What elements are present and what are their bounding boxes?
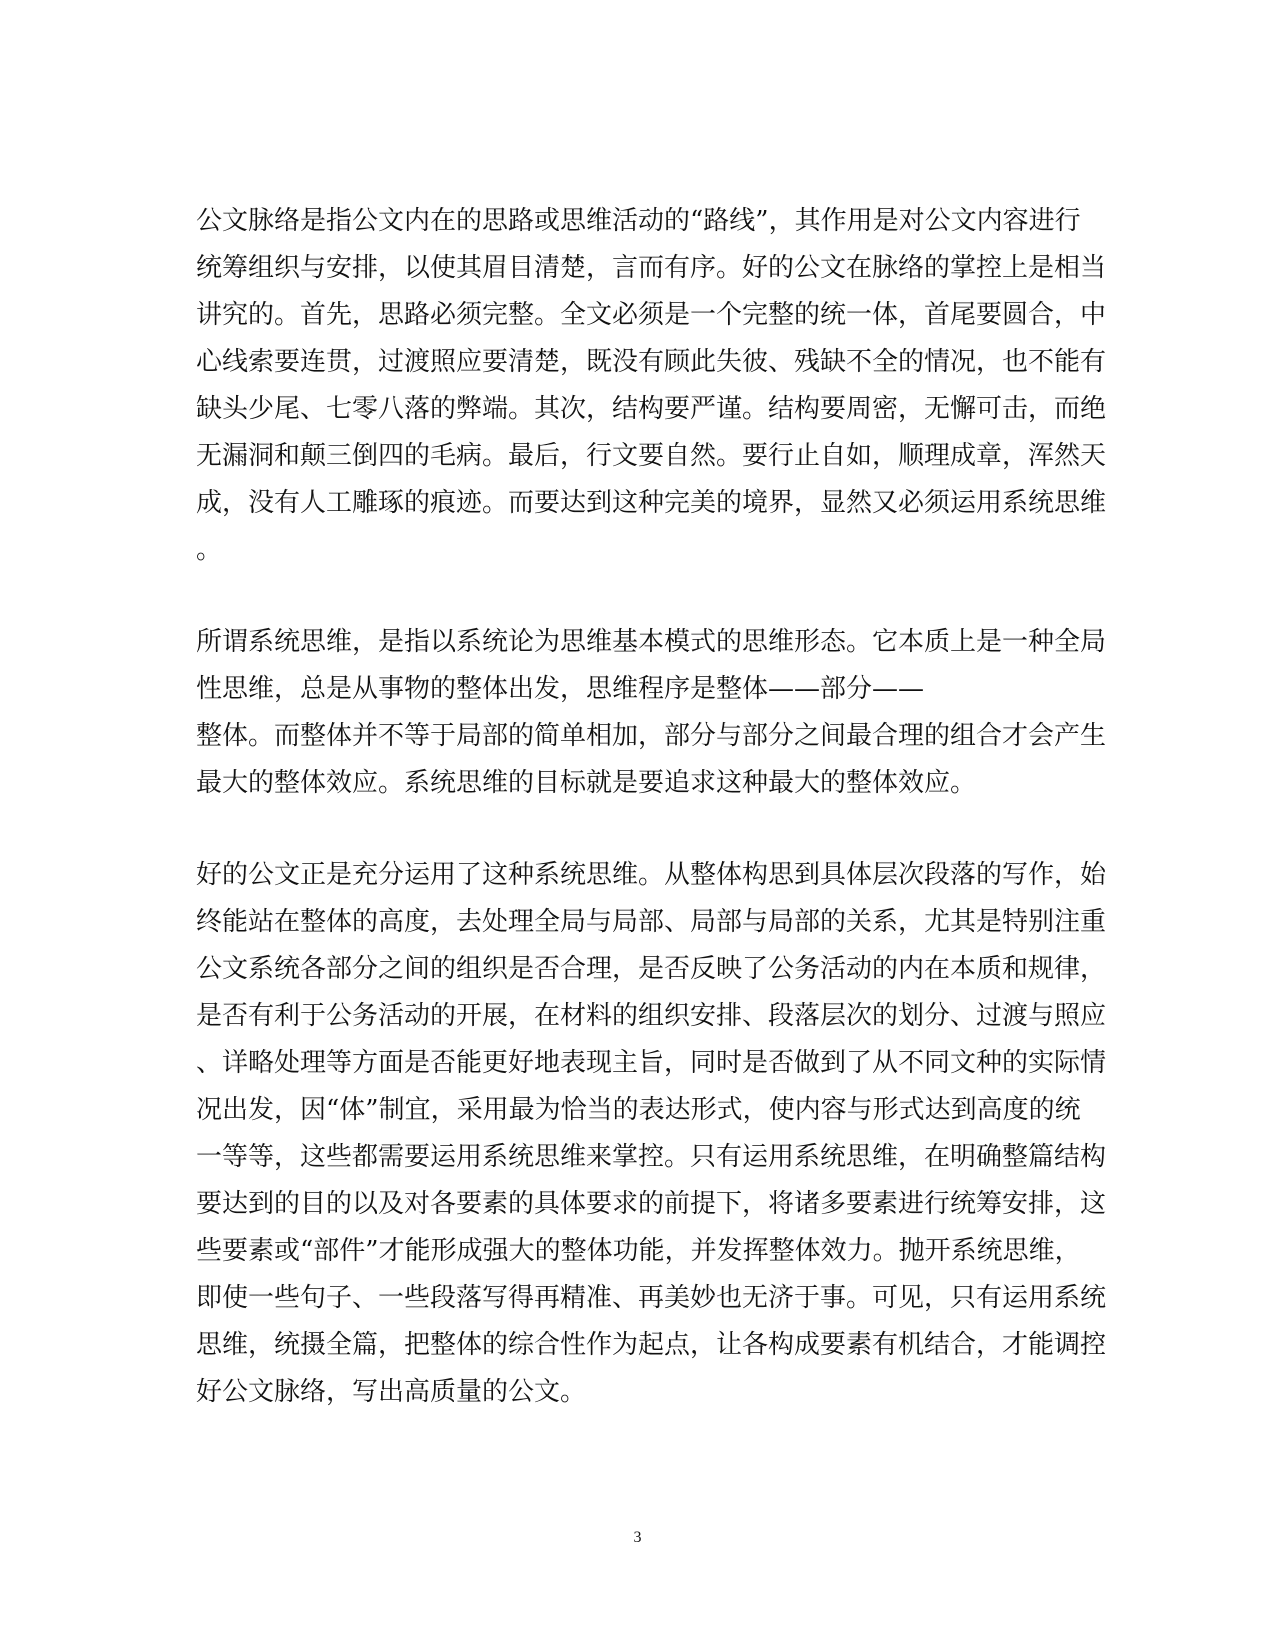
text-line: 统筹组织与安排，以使其眉目清楚，言而有序。好的公文在脉络的掌控上是相当: [196, 253, 1107, 283]
text-line: 要达到的目的以及对各要素的具体要求的前提下，将诸多要素进行统筹安排，这: [196, 1189, 1107, 1219]
text-line: 、详略处理等方面是否能更好地表现主旨，同时是否做到了从不同文种的实际情: [196, 1048, 1107, 1078]
text-line: 终能站在整体的高度，去处理全局与局部、局部与局部的关系，尤其是特别注重: [196, 907, 1107, 937]
text-line: 。: [196, 535, 223, 565]
text-line: 公文脉络是指公文内在的思路或思维活动的“路线”，其作用是对公文内容进行: [196, 206, 1081, 236]
text-line: 思维，统摄全篇，把整体的综合性作为起点，让各构成要素有机结合，才能调控: [196, 1330, 1107, 1360]
text-line: 缺头少尾、七零八落的弊端。其次，结构要严谨。结构要周密，无懈可击，而绝: [196, 394, 1107, 424]
text-line: 况出发，因“体”制宜，采用最为恰当的表达形式，使内容与形式达到高度的统: [196, 1095, 1081, 1125]
text-line: 无漏洞和颠三倒四的毛病。最后，行文要自然。要行止自如，顺理成章，浑然天: [196, 441, 1107, 471]
text-line: 一等等，这些都需要运用系统思维来掌控。只有运用系统思维，在明确整篇结构: [196, 1142, 1107, 1172]
text-line: 心线索要连贯，过渡照应要清楚，既没有顾此失彼、残缺不全的情况，也不能有: [196, 347, 1107, 377]
text-line: 公文系统各部分之间的组织是否合理，是否反映了公务活动的内在本质和规律，: [196, 954, 1107, 984]
text-line: 好公文脉络，写出高质量的公文。: [196, 1377, 587, 1407]
text-line: 性思维，总是从事物的整体出发，思维程序是整体——部分——: [196, 674, 925, 704]
text-line: 整体。而整体并不等于局部的简单相加，部分与部分之间最合理的组合才会产生: [196, 721, 1107, 751]
text-line: 是否有利于公务活动的开展，在材料的组织安排、段落层次的划分、过渡与照应: [196, 1001, 1107, 1031]
text-line: 些要素或“部件”才能形成强大的整体功能，并发挥整体效力。抛开系统思维，: [196, 1236, 1081, 1266]
text-line: 好的公文正是充分运用了这种系统思维。从整体构思到具体层次段落的写作，始: [196, 860, 1107, 890]
text-line: 即使一些句子、一些段落写得再精准、再美妙也无济于事。可见，只有运用系统: [196, 1283, 1107, 1313]
page-number: 3: [633, 1529, 642, 1546]
text-line: 最大的整体效应。系统思维的目标就是要追求这种最大的整体效应。: [196, 768, 977, 798]
text-line: 讲究的。首先，思路必须完整。全文必须是一个完整的统一体，首尾要圆合，中: [196, 300, 1107, 330]
text-line: 所谓系统思维，是指以系统论为思维基本模式的思维形态。它本质上是一种全局: [196, 627, 1107, 657]
text-line: 成，没有人工雕琢的痕迹。而要达到这种完美的境界，显然又必须运用系统思维: [196, 488, 1107, 518]
